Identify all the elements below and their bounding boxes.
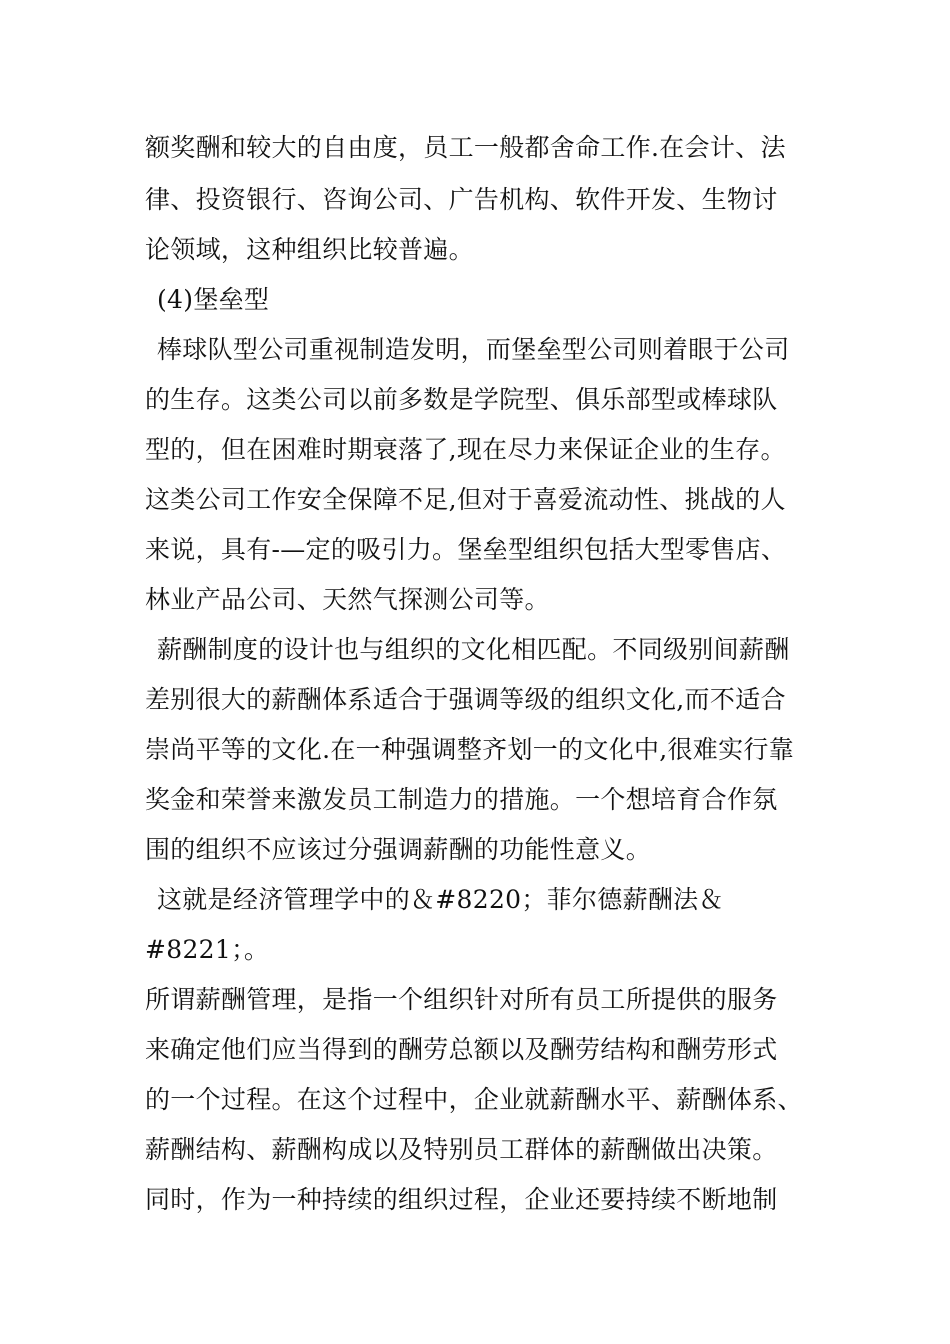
text-line: 的一个过程。在这个过程中，企业就薪酬水平、薪酬体系、	[145, 1085, 803, 1114]
text-line: 奖金和荣誉来激发员工制造力的措施。一个想培育合作氛	[145, 785, 778, 814]
text-line: 来说，具有-—定的吸引力。堡垒型组织包括大型零售店、	[145, 535, 787, 564]
text-line: 的生存。这类公司以前多数是学院型、俱乐部型或棒球队	[145, 385, 778, 414]
text-line: 林业产品公司、天然气探测公司等。	[145, 585, 550, 614]
text-line: 薪酬结构、薪酬构成以及特别员工群体的薪酬做出决策。	[145, 1135, 778, 1164]
text-line: #8221；。	[145, 935, 270, 964]
text-line: 崇尚平等的文化.在一种强调整齐划一的文化中,很难实行靠	[145, 735, 794, 764]
text-line: 薪酬制度的设计也与组织的文化相匹配。不同级别间薪酬	[157, 635, 790, 664]
text-line: 型的，但在困难时期衰落了,现在尽力来保证企业的生存。	[145, 435, 786, 464]
text-line: 论领域，这种组织比较普遍。	[145, 235, 474, 264]
text-line: 所谓薪酬管理，是指一个组织针对所有员工所提供的服务	[145, 985, 778, 1014]
text-line: 同时，作为一种持续的组织过程，企业还要持续不断地制	[145, 1185, 778, 1214]
section-heading: (4)堡垒型	[157, 285, 270, 314]
text-line: 来确定他们应当得到的酬劳总额以及酬劳结构和酬劳形式	[145, 1035, 778, 1064]
text-line: 这类公司工作安全保障不足,但对于喜爱流动性、挑战的人	[145, 485, 786, 514]
text-line: 这就是经济管理学中的＆#8220；菲尔德薪酬法＆	[157, 885, 724, 914]
text-line: 额奖酬和较大的自由度，员工一般都舍命工作.在会计、法	[145, 133, 786, 162]
text-line: 棒球队型公司重视制造发明，而堡垒型公司则着眼于公司	[157, 335, 790, 364]
text-line: 差别很大的薪酬体系适合于强调等级的组织文化,而不适合	[145, 685, 786, 714]
text-line: 围的组织不应该过分强调薪酬的功能性意义。	[145, 835, 652, 864]
text-line: 律、投资银行、咨询公司、广告机构、软件开发、生物讨	[145, 185, 778, 214]
